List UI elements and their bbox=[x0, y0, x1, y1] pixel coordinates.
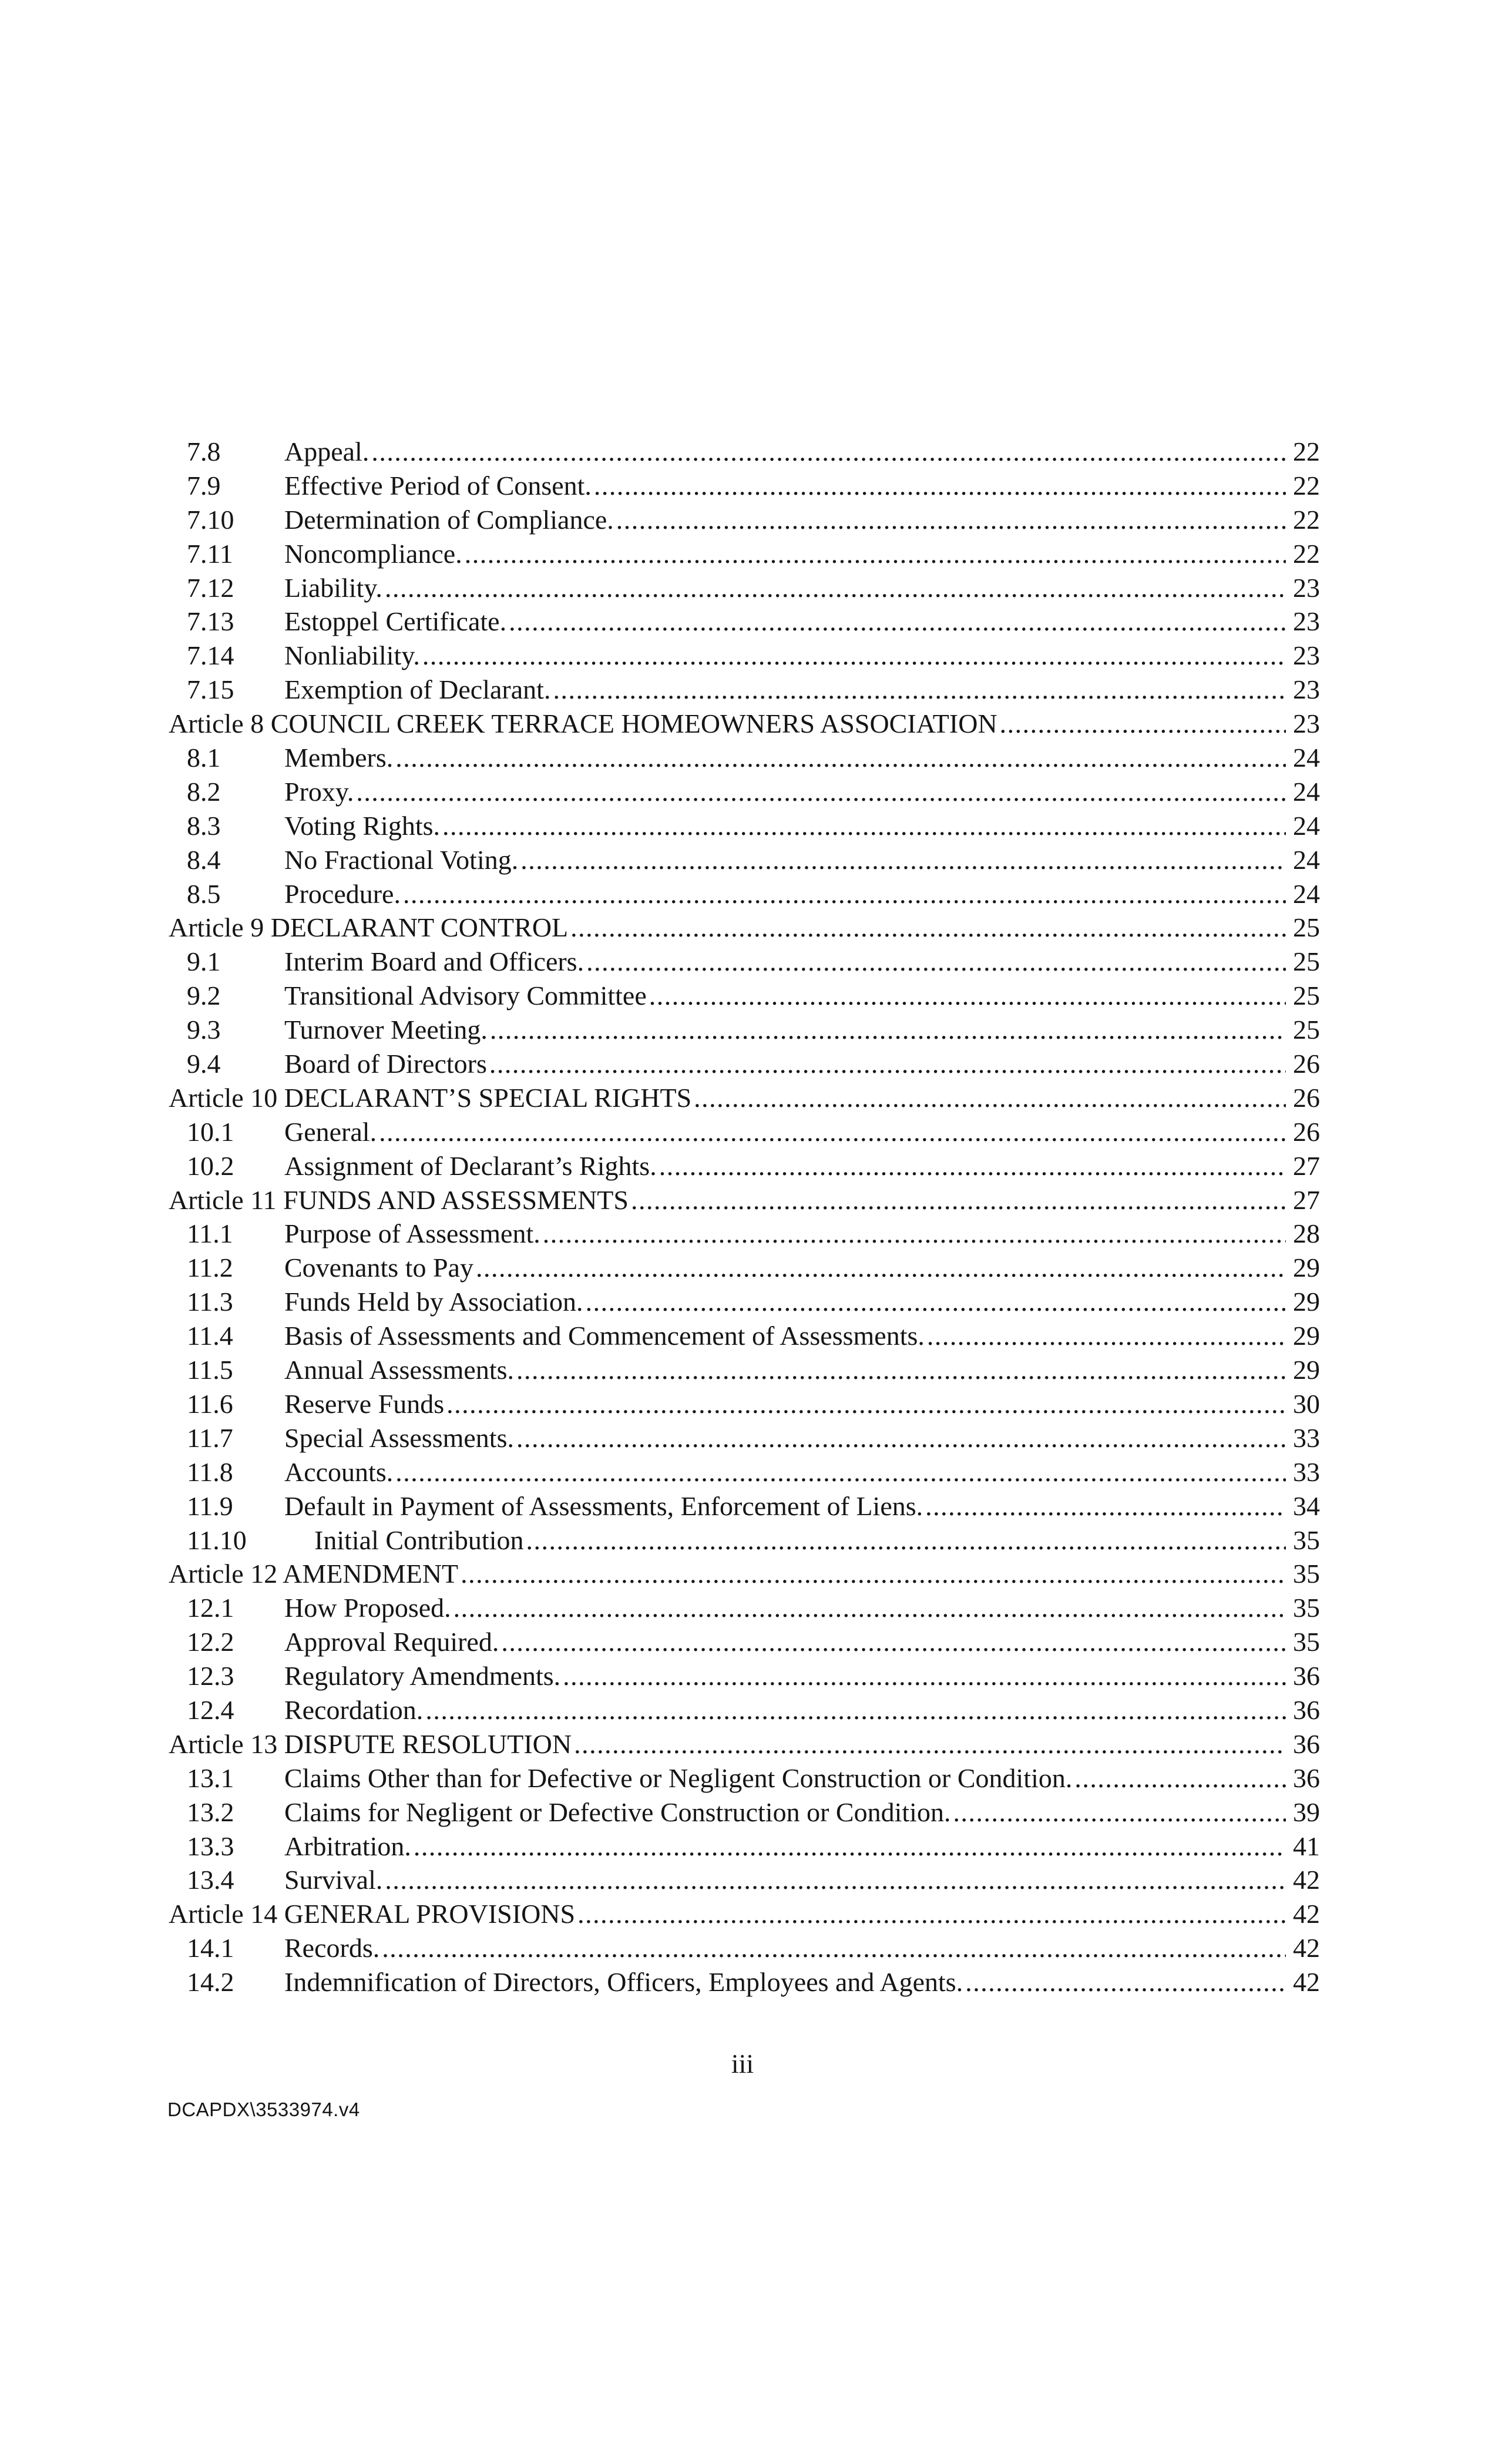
toc-section-number: 7.12 bbox=[187, 572, 234, 603]
toc-article-row bbox=[169, 911, 1320, 945]
toc-section-row bbox=[169, 435, 1320, 469]
toc-section-title: Special Assessments. bbox=[284, 1422, 514, 1453]
document-id: DCAPDX\3533974.v4 bbox=[167, 2099, 360, 2120]
toc-page-number: 42 bbox=[1293, 1865, 1320, 1895]
toc-section-row bbox=[169, 1625, 1320, 1659]
toc-section-title: Survival. bbox=[284, 1865, 383, 1895]
toc-section-title: Voting Rights. bbox=[284, 810, 440, 841]
toc-section-number: 7.11 bbox=[187, 538, 233, 569]
toc-dot-leader bbox=[356, 775, 1286, 809]
toc-page-number: 35 bbox=[1293, 1559, 1320, 1589]
toc-page-number: 30 bbox=[1293, 1388, 1320, 1419]
toc-page-number: 26 bbox=[1293, 1116, 1320, 1147]
toc-section-number: 14.1 bbox=[187, 1933, 234, 1963]
toc-page-number: 35 bbox=[1293, 1627, 1320, 1657]
toc-dot-leader bbox=[382, 1931, 1286, 1965]
toc-section-row bbox=[169, 843, 1320, 877]
toc-dot-leader bbox=[490, 1013, 1286, 1047]
toc-page-number: 34 bbox=[1293, 1491, 1320, 1521]
toc-dot-leader bbox=[574, 1727, 1286, 1761]
toc-page-number: 33 bbox=[1293, 1422, 1320, 1453]
toc-dot-leader bbox=[385, 571, 1286, 605]
toc-page-number: 35 bbox=[1293, 1525, 1320, 1555]
toc-page-number: 23 bbox=[1293, 674, 1320, 705]
toc-article-row bbox=[169, 1897, 1320, 1931]
toc-section-row bbox=[169, 1591, 1320, 1625]
toc-section-number: 8.2 bbox=[187, 776, 221, 807]
toc-section-number: 11.8 bbox=[187, 1456, 233, 1487]
toc-section-title: Appeal. bbox=[284, 437, 369, 466]
toc-dot-leader bbox=[414, 1829, 1286, 1864]
toc-dot-leader bbox=[586, 945, 1286, 979]
toc-page-number: 23 bbox=[1293, 572, 1320, 603]
toc-article-title: Article 8 COUNCIL CREEK TERRACE HOMEOWNERS ASSOCIATION bbox=[169, 709, 997, 739]
toc-page-number: 42 bbox=[1293, 1899, 1320, 1929]
page-number: iii bbox=[731, 2049, 754, 2079]
toc-dot-leader bbox=[465, 537, 1286, 571]
toc-article-title: Article 10 DECLARANT’S SPECIAL RIGHTS bbox=[169, 1082, 692, 1113]
toc-section-row bbox=[169, 1863, 1320, 1897]
toc-dot-leader bbox=[520, 843, 1286, 877]
toc-section-number: 11.5 bbox=[187, 1355, 233, 1385]
toc-section-number: 11.6 bbox=[187, 1388, 233, 1419]
toc-article-title: Article 12 AMENDMENT bbox=[169, 1559, 459, 1589]
table-of-contents bbox=[169, 435, 1320, 1999]
toc-section-number: 7.14 bbox=[187, 640, 234, 671]
toc-section-row bbox=[169, 1421, 1320, 1455]
toc-section-row bbox=[169, 1319, 1320, 1353]
toc-section-number: 11.7 bbox=[187, 1422, 233, 1453]
toc-section-title: Purpose of Assessment. bbox=[284, 1218, 540, 1249]
toc-article-row bbox=[169, 1183, 1320, 1217]
toc-dot-leader bbox=[563, 1659, 1286, 1693]
toc-dot-leader bbox=[925, 1489, 1286, 1523]
toc-section-title: Effective Period of Consent. bbox=[284, 470, 592, 501]
toc-section-title: Reserve Funds bbox=[284, 1388, 445, 1419]
toc-section-number: 13.1 bbox=[187, 1763, 234, 1793]
toc-section-number: 9.1 bbox=[187, 946, 221, 977]
toc-dot-leader bbox=[371, 435, 1286, 469]
toc-section-number: 12.4 bbox=[187, 1694, 234, 1725]
toc-page-number: 29 bbox=[1293, 1287, 1320, 1317]
toc-page-number: 29 bbox=[1293, 1321, 1320, 1351]
toc-section-row bbox=[169, 469, 1320, 503]
toc-dot-leader bbox=[616, 503, 1286, 537]
toc-dot-leader bbox=[1000, 707, 1286, 741]
toc-section-number: 10.2 bbox=[187, 1150, 234, 1181]
toc-dot-leader bbox=[501, 1625, 1286, 1659]
toc-page-number: 24 bbox=[1293, 743, 1320, 773]
toc-page-number: 22 bbox=[1293, 437, 1320, 466]
toc-section-number: 7.8 bbox=[187, 437, 221, 466]
toc-section-row bbox=[169, 1387, 1320, 1421]
toc-page-number: 29 bbox=[1293, 1253, 1320, 1283]
toc-page-number: 42 bbox=[1293, 1933, 1320, 1963]
toc-section-title: Estoppel Certificate. bbox=[284, 606, 507, 637]
toc-section-row bbox=[169, 1931, 1320, 1965]
toc-dot-leader bbox=[422, 639, 1286, 673]
toc-article-row bbox=[169, 1727, 1320, 1761]
toc-section-row bbox=[169, 1489, 1320, 1523]
toc-page-number: 28 bbox=[1293, 1218, 1320, 1249]
toc-section-number: 7.10 bbox=[187, 504, 234, 535]
toc-section-row bbox=[169, 775, 1320, 809]
toc-section-number: 13.2 bbox=[187, 1797, 234, 1827]
toc-page-number: 35 bbox=[1293, 1593, 1320, 1623]
toc-section-title: Liability. bbox=[284, 572, 382, 603]
toc-section-title: Initial Contribution bbox=[314, 1525, 524, 1555]
toc-section-title: Exemption of Declarant. bbox=[284, 674, 551, 705]
toc-dot-leader bbox=[489, 1047, 1286, 1081]
toc-section-number: 13.3 bbox=[187, 1831, 234, 1861]
toc-section-title: Noncompliance. bbox=[284, 538, 462, 569]
toc-section-title: Accounts. bbox=[284, 1456, 394, 1487]
toc-page-number: 33 bbox=[1293, 1456, 1320, 1487]
toc-section-number: 8.1 bbox=[187, 743, 221, 773]
toc-section-number: 9.3 bbox=[187, 1015, 221, 1045]
toc-section-number: 11.3 bbox=[187, 1287, 233, 1317]
toc-section-number: 12.1 bbox=[187, 1593, 234, 1623]
toc-dot-leader bbox=[385, 1863, 1286, 1897]
toc-dot-leader bbox=[526, 1523, 1286, 1557]
toc-section-title: Determination of Compliance. bbox=[284, 504, 614, 535]
toc-section-row bbox=[169, 1829, 1320, 1864]
toc-page-number: 29 bbox=[1293, 1355, 1320, 1385]
toc-dot-leader bbox=[395, 741, 1286, 775]
toc-page-number: 26 bbox=[1293, 1082, 1320, 1113]
toc-page-number: 25 bbox=[1293, 1015, 1320, 1045]
toc-section-title: How Proposed. bbox=[284, 1593, 451, 1623]
toc-dot-leader bbox=[453, 1591, 1286, 1625]
toc-page-number: 24 bbox=[1293, 878, 1320, 909]
toc-article-title: Article 9 DECLARANT CONTROL bbox=[169, 912, 569, 943]
toc-page-number: 22 bbox=[1293, 538, 1320, 569]
toc-dot-leader bbox=[649, 979, 1286, 1013]
toc-section-title: Basis of Assessments and Commencement of Assessments. bbox=[284, 1321, 925, 1351]
toc-page-number: 42 bbox=[1293, 1967, 1320, 1998]
toc-section-number: 9.4 bbox=[187, 1049, 221, 1079]
toc-section-title: Board of Directors bbox=[284, 1049, 487, 1079]
toc-page-number: 36 bbox=[1293, 1661, 1320, 1691]
toc-section-row bbox=[169, 1693, 1320, 1727]
toc-page-number: 23 bbox=[1293, 606, 1320, 637]
toc-section-title: Procedure. bbox=[284, 878, 401, 909]
toc-page-number: 22 bbox=[1293, 504, 1320, 535]
toc-page-number: 22 bbox=[1293, 470, 1320, 501]
toc-section-title: Members. bbox=[284, 743, 394, 773]
toc-section-row bbox=[169, 1149, 1320, 1183]
toc-section-number: 8.4 bbox=[187, 844, 221, 875]
toc-section-row bbox=[169, 979, 1320, 1013]
toc-page-number: 27 bbox=[1293, 1184, 1320, 1215]
toc-section-row bbox=[169, 877, 1320, 911]
toc-dot-leader bbox=[953, 1795, 1286, 1829]
toc-section-number: 7.13 bbox=[187, 606, 234, 637]
toc-section-row bbox=[169, 1659, 1320, 1693]
toc-section-row bbox=[169, 945, 1320, 979]
toc-section-row bbox=[169, 639, 1320, 673]
toc-section-row bbox=[169, 1795, 1320, 1829]
toc-section-number: 9.2 bbox=[187, 981, 221, 1011]
toc-section-number: 12.3 bbox=[187, 1661, 234, 1691]
toc-page-number: 36 bbox=[1293, 1763, 1320, 1793]
toc-section-row bbox=[169, 1115, 1320, 1149]
toc-section-number: 11.4 bbox=[187, 1321, 233, 1351]
toc-dot-leader bbox=[461, 1557, 1286, 1591]
toc-section-title: Transitional Advisory Committee bbox=[284, 981, 647, 1011]
toc-section-title: Claims Other than for Defective or Negligent Construction or Condition. bbox=[284, 1763, 1073, 1793]
toc-section-title: Proxy. bbox=[284, 776, 354, 807]
toc-section-row bbox=[169, 1353, 1320, 1387]
toc-section-title: Default in Payment of Assessments, Enforcement of Liens. bbox=[284, 1491, 923, 1521]
toc-section-number: 8.5 bbox=[187, 878, 221, 909]
toc-dot-leader bbox=[586, 1285, 1286, 1319]
toc-dot-leader bbox=[553, 673, 1286, 707]
toc-dot-leader bbox=[543, 1217, 1286, 1251]
toc-section-row bbox=[169, 1965, 1320, 1999]
toc-dot-leader bbox=[516, 1353, 1286, 1387]
toc-section-row bbox=[169, 503, 1320, 537]
toc-section-title: Recordation. bbox=[284, 1694, 424, 1725]
toc-section-row bbox=[169, 1251, 1320, 1285]
toc-section-title: Funds Held by Association. bbox=[284, 1287, 583, 1317]
toc-section-number: 13.4 bbox=[187, 1865, 234, 1895]
toc-section-row bbox=[169, 1285, 1320, 1319]
toc-dot-leader bbox=[403, 877, 1286, 911]
toc-dot-leader bbox=[476, 1251, 1286, 1285]
toc-dot-leader bbox=[694, 1081, 1286, 1115]
toc-section-title: Records. bbox=[284, 1933, 380, 1963]
toc-article-row bbox=[169, 707, 1320, 741]
toc-dot-leader bbox=[379, 1115, 1286, 1149]
toc-dot-leader bbox=[570, 911, 1286, 945]
toc-section-title: Arbitration. bbox=[284, 1831, 411, 1861]
toc-article-title: Article 11 FUNDS AND ASSESSMENTS bbox=[169, 1184, 629, 1215]
toc-page-number: 25 bbox=[1293, 981, 1320, 1011]
toc-article-row bbox=[169, 1557, 1320, 1591]
toc-section-row bbox=[169, 1523, 1320, 1557]
toc-section-number: 12.2 bbox=[187, 1627, 234, 1657]
toc-dot-leader bbox=[395, 1455, 1286, 1489]
toc-section-title: Assignment of Declarant’s Rights. bbox=[284, 1150, 657, 1181]
toc-dot-leader bbox=[659, 1149, 1286, 1183]
toc-section-title: Claims for Negligent or Defective Construction or Condition. bbox=[284, 1797, 951, 1827]
toc-page-number: 41 bbox=[1293, 1831, 1320, 1861]
toc-section-row bbox=[169, 1217, 1320, 1251]
toc-section-row bbox=[169, 1455, 1320, 1489]
toc-section-row bbox=[169, 537, 1320, 571]
toc-section-number: 11.2 bbox=[187, 1253, 233, 1283]
toc-section-title: General. bbox=[284, 1116, 377, 1147]
toc-article-row bbox=[169, 1081, 1320, 1115]
toc-section-number: 14.2 bbox=[187, 1967, 234, 1998]
toc-section-title: Annual Assessments. bbox=[284, 1355, 514, 1385]
toc-page-number: 24 bbox=[1293, 810, 1320, 841]
toc-article-title: Article 14 GENERAL PROVISIONS bbox=[169, 1899, 576, 1929]
toc-section-number: 11.1 bbox=[187, 1218, 233, 1249]
toc-section-number: 11.9 bbox=[187, 1491, 233, 1521]
toc-section-title: Interim Board and Officers. bbox=[284, 946, 584, 977]
toc-section-title: Nonliability. bbox=[284, 640, 420, 671]
toc-page-number: 23 bbox=[1293, 709, 1320, 739]
toc-article-title: Article 13 DISPUTE RESOLUTION bbox=[169, 1728, 572, 1759]
toc-section-row bbox=[169, 605, 1320, 639]
toc-page-number: 39 bbox=[1293, 1797, 1320, 1827]
toc-section-title: Covenants to Pay bbox=[284, 1253, 473, 1283]
toc-page-number: 27 bbox=[1293, 1150, 1320, 1181]
toc-section-number: 11.10 bbox=[187, 1525, 247, 1555]
toc-section-row bbox=[169, 673, 1320, 707]
toc-section-number: 7.15 bbox=[187, 674, 234, 705]
toc-page-number: 23 bbox=[1293, 640, 1320, 671]
toc-page-number: 36 bbox=[1293, 1728, 1320, 1759]
toc-dot-leader bbox=[442, 809, 1286, 843]
toc-section-title: Turnover Meeting. bbox=[284, 1015, 488, 1045]
toc-section-title: No Fractional Voting. bbox=[284, 844, 519, 875]
toc-page-number: 36 bbox=[1293, 1694, 1320, 1725]
toc-section-row bbox=[169, 741, 1320, 775]
toc-dot-leader bbox=[509, 605, 1286, 639]
toc-dot-leader bbox=[1074, 1761, 1286, 1795]
toc-dot-leader bbox=[927, 1319, 1286, 1353]
toc-dot-leader bbox=[425, 1693, 1286, 1727]
toc-page-number: 26 bbox=[1293, 1049, 1320, 1079]
toc-section-row bbox=[169, 571, 1320, 605]
toc-dot-leader bbox=[446, 1387, 1286, 1421]
toc-section-number: 8.3 bbox=[187, 810, 221, 841]
toc-dot-leader bbox=[594, 469, 1286, 503]
toc-dot-leader bbox=[577, 1897, 1286, 1931]
toc-page-number: 25 bbox=[1293, 912, 1320, 943]
toc-section-title: Approval Required. bbox=[284, 1627, 499, 1657]
toc-dot-leader bbox=[516, 1421, 1286, 1455]
toc-dot-leader bbox=[631, 1183, 1286, 1217]
toc-page-number: 24 bbox=[1293, 844, 1320, 875]
toc-section-number: 10.1 bbox=[187, 1116, 234, 1147]
toc-dot-leader bbox=[965, 1965, 1286, 1999]
toc-section-title: Regulatory Amendments. bbox=[284, 1661, 561, 1691]
toc-section-row bbox=[169, 1761, 1320, 1795]
toc-page-number: 24 bbox=[1293, 776, 1320, 807]
toc-section-row bbox=[169, 1047, 1320, 1081]
toc-section-title: Indemnification of Directors, Officers, Employees and Agents. bbox=[284, 1967, 963, 1998]
toc-page-number: 25 bbox=[1293, 946, 1320, 977]
toc-section-number: 7.9 bbox=[187, 470, 221, 501]
toc-section-row bbox=[169, 809, 1320, 843]
toc-section-row bbox=[169, 1013, 1320, 1047]
